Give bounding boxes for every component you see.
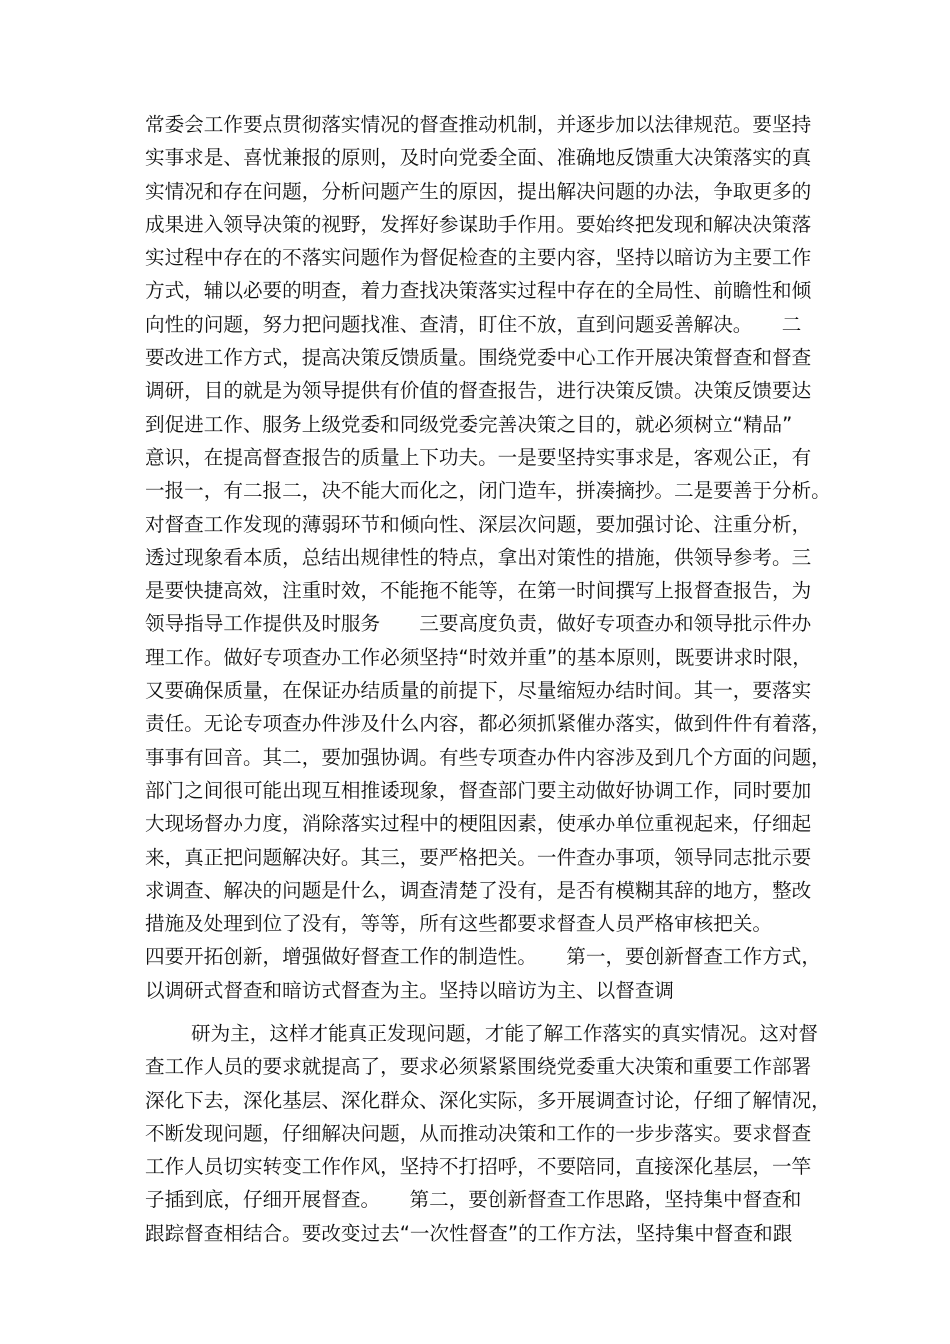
text-line: 以调研式督查和暗访式督查为主。坚持以暗访为主、以督查调 (145, 978, 675, 1002)
text-line: 意识，在提高督查报告的质量上下功夫。一是要坚持实事求是，客观公正，有 (145, 445, 812, 469)
text-line: 又要确保质量，在保证办结质量的前提下，尽量缩短办结时间。其一，要落实 (145, 679, 812, 703)
text-line: 工作人员切实转变工作作风，坚持不打招呼，不要陪同，直接深化基层，一竿 (145, 1155, 812, 1179)
text-line: 一报一，有二报二，决不能大而化之，闭门造车，拼凑摘抄。二是要善于分析。 (145, 479, 831, 503)
text-line: 责任。无论专项查办件涉及什么内容，都必须抓紧催办落实，做到件件有着落， (145, 712, 831, 736)
text-line: 透过现象看本质，总结出规律性的特点，拿出对策性的措施，供领导参考。三 (145, 545, 812, 569)
text-line: 实事求是、喜忧兼报的原则，及时向党委全面、准确地反馈重大决策落实的真 (145, 146, 812, 170)
text-block-bottom (145, 1017, 831, 1250)
text-line: 到促进工作、服务上级党委和同级党委完善决策之目的，就必须树立“精品” (145, 412, 793, 436)
text-line: 大现场督办力度，消除落实过程中的梗阻因素，使承办单位重视起来，仔细起 (145, 812, 812, 836)
text-line: 子插到底，仔细开展督查。 第二，要创新督查工作思路，坚持集中督查和 (145, 1188, 802, 1212)
text-line: 调研，目的就是为领导提供有价值的督查报告，进行决策反馈。决策反馈要达 (145, 379, 812, 403)
text-line: 要改进工作方式，提高决策反馈质量。围绕党委中心工作开展决策督查和督查 (145, 346, 812, 370)
text-line: 方式，辅以必要的明查，着力查找决策落实过程中存在的全局性、前瞻性和倾 (145, 279, 812, 303)
text-line: 部门之间很可能出现互相推诿现象，督查部门要主动做好协调工作，同时要加 (145, 778, 812, 802)
text-line: 实过程中存在的不落实问题作为督促检查的主要内容，坚持以暗访为主要工作 (145, 246, 812, 270)
text-line: 四要开拓创新，增强做好督查工作的制造性。 第一，要创新督查工作方式， (145, 945, 821, 969)
text-line: 理工作。做好专项查办工作必须坚持“时效并重”的基本原则，既要讲求时限， (145, 645, 812, 669)
text-line: 对督查工作发现的薄弱环节和倾向性、深层次问题，要加强讨论、注重分析， (145, 512, 812, 536)
text-line: 求调查、解决的问题是什么，调查清楚了没有，是否有模糊其辞的地方，整改 (145, 878, 812, 902)
text-line: 常委会工作要点贯彻落实情况的督查推动机制，并逐步加以法律规范。要坚持 (145, 113, 812, 136)
text-line: 深化下去，深化基层、深化群众、深化实际，多开展调查讨论，仔细了解情况， (145, 1088, 831, 1112)
text-line: 事事有回音。其二，要加强协调。有些专项查办件内容涉及到几个方面的问题， (145, 745, 831, 769)
text-line: 向性的问题，努力把问题找准、查清，盯住不放，直到问题妥善解决。 二 (145, 312, 802, 336)
text-line: 不断发现问题，仔细解决问题，从而推动决策和工作的一步步落实。要求督查 (145, 1121, 812, 1145)
text-line: 领导指导工作提供及时服务 三要高度负责，做好专项查办和领导批示件办 (145, 612, 812, 636)
text-line: 实情况和存在问题，分析问题产生的原因，提出解决问题的办法，争取更多的 (145, 179, 812, 203)
text-line: 跟踪督查相结合。要改变过去“一次性督查”的工作方法，坚持集中督查和跟 (145, 1221, 793, 1245)
text-line: 研为主，这样才能真正发现问题，才能了解工作落实的真实情况。这对督 (191, 1022, 818, 1045)
text-line: 来，真正把问题解决好。其三，要严格把关。一件查办事项，领导同志批示要 (145, 845, 812, 869)
text-line: 措施及处理到位了没有，等等，所有这些都要求督查人员严格审核把关。 (145, 912, 772, 936)
text-line: 是要快捷高效，注重时效，不能拖不能等，在第一时间撰写上报督查报告，为 (145, 579, 812, 603)
text-block-top (145, 108, 831, 1007)
text-line: 成果进入领导决策的视野，发挥好参谋助手作用。要始终把发现和解决决策落 (145, 212, 812, 236)
text-line: 查工作人员的要求就提高了，要求必须紧紧围绕党委重大决策和重要工作部署 (145, 1055, 812, 1079)
